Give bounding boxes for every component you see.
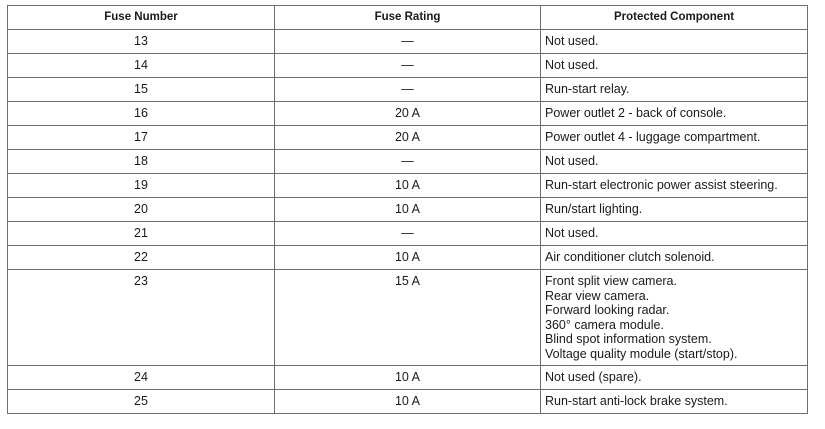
protected-component-cell <box>541 198 808 222</box>
component-line: Run/start lighting. <box>545 202 643 216</box>
fuse-table <box>7 5 808 414</box>
fuse-rating-cell: 10 A <box>275 174 541 198</box>
fuse-rating-cell: 10 A <box>275 390 541 414</box>
fuse-rating-cell: 10 A <box>275 366 541 390</box>
table-row <box>8 246 808 270</box>
component-line: Power outlet 4 - luggage compartment. <box>545 130 761 144</box>
protected-component-cell <box>541 102 808 126</box>
component-line: Run-start electronic power assist steering. <box>545 178 778 192</box>
table-row <box>8 366 808 390</box>
component-line: Power outlet 2 - back of console. <box>545 106 727 120</box>
table-row <box>8 126 808 150</box>
fuse-number-cell: 21 <box>8 222 275 246</box>
fuse-rating-cell: 15 A <box>275 270 541 366</box>
fuse-rating-cell: — <box>275 150 541 174</box>
component-line: Not used. <box>545 154 599 168</box>
header-fuse-number: Fuse Number <box>8 6 275 30</box>
protected-component-cell <box>541 270 808 366</box>
fuse-rating-cell: — <box>275 54 541 78</box>
component-line: Not used. <box>545 226 599 240</box>
fuse-number-cell: 13 <box>8 30 275 54</box>
fuse-rating-cell: — <box>275 78 541 102</box>
protected-component-cell <box>541 246 808 270</box>
component-line: Run-start anti-lock brake system. <box>545 394 728 408</box>
component-line: 360° camera module. <box>545 317 664 332</box>
header-protected-component: Protected Component <box>541 6 808 30</box>
protected-component-cell <box>541 390 808 414</box>
protected-component-cell <box>541 30 808 54</box>
table-row <box>8 30 808 54</box>
table-row <box>8 78 808 102</box>
protected-component-cell <box>541 174 808 198</box>
fuse-number-cell: 22 <box>8 246 275 270</box>
component-line: Not used (spare). <box>545 370 642 384</box>
fuse-number-cell: 20 <box>8 198 275 222</box>
fuse-rating-cell: 10 A <box>275 246 541 270</box>
table-row <box>8 54 808 78</box>
component-line: Forward looking radar. <box>545 303 670 317</box>
fuse-rating-cell: 20 A <box>275 126 541 150</box>
table-row <box>8 198 808 222</box>
component-line: Not used. <box>545 58 599 72</box>
fuse-rating-cell: 20 A <box>275 102 541 126</box>
fuse-number-cell: 17 <box>8 126 275 150</box>
table-body <box>8 30 808 414</box>
component-line: Not used. <box>545 34 599 48</box>
component-line: Blind spot information system. <box>545 332 712 346</box>
table-header-row <box>8 6 808 30</box>
protected-component-cell <box>541 222 808 246</box>
fuse-rating-cell: 10 A <box>275 198 541 222</box>
fuse-number-cell: 19 <box>8 174 275 198</box>
header-fuse-rating: Fuse Rating <box>275 6 541 30</box>
component-line: Air conditioner clutch solenoid. <box>545 250 715 264</box>
fuse-number-cell: 18 <box>8 150 275 174</box>
component-line: Rear view camera. <box>545 288 650 303</box>
table-row <box>8 222 808 246</box>
protected-component-cell <box>541 126 808 150</box>
fuse-rating-cell: — <box>275 30 541 54</box>
component-line: Front split view camera. <box>545 274 677 288</box>
fuse-rating-cell: — <box>275 222 541 246</box>
fuse-number-cell: 25 <box>8 390 275 414</box>
table-row <box>8 390 808 414</box>
protected-component-cell <box>541 366 808 390</box>
table-row <box>8 270 808 366</box>
fuse-number-cell: 23 <box>8 270 275 366</box>
table-row <box>8 174 808 198</box>
table-row <box>8 150 808 174</box>
fuse-number-cell: 15 <box>8 78 275 102</box>
component-line: Voltage quality module (start/stop). <box>545 346 738 361</box>
fuse-number-cell: 16 <box>8 102 275 126</box>
component-line: Run-start relay. <box>545 82 630 96</box>
protected-component-cell <box>541 150 808 174</box>
table-row <box>8 102 808 126</box>
protected-component-cell <box>541 78 808 102</box>
fuse-number-cell: 24 <box>8 366 275 390</box>
fuse-number-cell: 14 <box>8 54 275 78</box>
protected-component-cell <box>541 54 808 78</box>
